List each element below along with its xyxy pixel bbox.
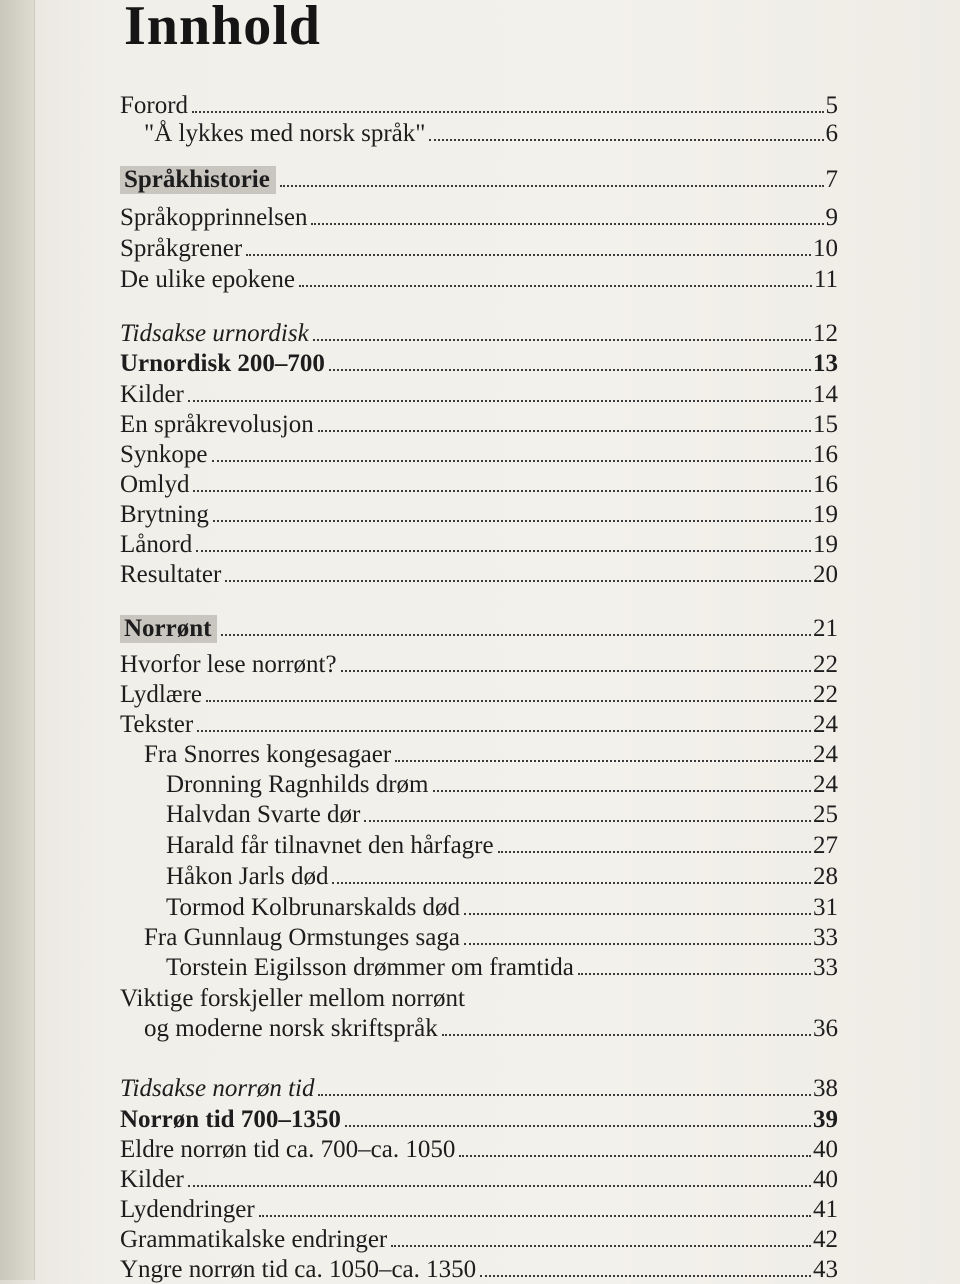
dot-leader	[480, 1275, 811, 1277]
toc-label: Viktige forskjeller mellom norrønt	[120, 985, 465, 1012]
dot-leader	[212, 460, 812, 462]
dot-leader	[196, 550, 811, 552]
dot-leader	[364, 820, 811, 822]
toc-entry-synkope[interactable]	[120, 439, 838, 469]
dot-leader	[578, 973, 811, 975]
dot-leader	[192, 111, 823, 113]
toc-entry-halvdan-svarte-dor[interactable]	[166, 799, 838, 829]
toc-label: Tidsakse urnordisk	[120, 320, 309, 347]
dot-leader	[280, 185, 824, 187]
toc-label: Dronning Ragnhilds drøm	[166, 771, 429, 798]
toc-entry-eldre-norron-tid[interactable]	[120, 1134, 838, 1164]
dot-leader	[391, 1245, 811, 1247]
toc-label: Halvdan Svarte dør	[166, 801, 361, 828]
dot-leader	[213, 520, 811, 522]
toc-entry-tidsakse-norron-tid[interactable]	[120, 1073, 838, 1103]
dot-leader	[313, 339, 811, 341]
dot-leader	[188, 400, 811, 402]
dot-leader	[221, 634, 811, 636]
toc-entry-tekster[interactable]	[120, 709, 838, 739]
toc-label: Urnordisk 200–700	[120, 350, 325, 377]
toc-label: Språkhistorie	[120, 166, 276, 194]
dot-leader	[442, 1034, 811, 1036]
toc-page: 24	[813, 711, 838, 738]
toc-entry-grammatikalske-endringer[interactable]	[120, 1224, 838, 1254]
toc-entry-tidsakse-urnordisk[interactable]	[120, 318, 838, 348]
toc-entry-sprakgrener[interactable]	[120, 233, 838, 263]
dot-leader	[225, 580, 811, 582]
dot-leader	[459, 1155, 811, 1157]
dot-leader	[395, 760, 811, 762]
toc-entry-lydendringer[interactable]	[120, 1194, 838, 1224]
toc-label: Fra Gunnlaug Ormstunges saga	[144, 924, 460, 951]
toc-label: De ulike epokene	[120, 266, 295, 293]
dot-leader	[311, 223, 823, 225]
toc-label: Torstein Eigilsson drømmer om framtida	[166, 954, 574, 981]
toc-page: 19	[813, 531, 838, 558]
toc-page: 33	[813, 924, 838, 951]
toc-page: 13	[813, 350, 838, 377]
toc-entry-norron-tid[interactable]	[120, 1104, 838, 1134]
toc-page: 10	[813, 235, 838, 262]
toc-label: og moderne norsk skriftspråk	[144, 1015, 438, 1042]
dot-leader	[464, 943, 811, 945]
toc-label: Kilder	[120, 381, 184, 408]
toc-page: 22	[813, 681, 838, 708]
dot-leader	[299, 285, 812, 287]
toc-label: Fra Snorres kongesagaer	[144, 741, 392, 768]
toc-label: Tekster	[120, 711, 194, 738]
toc-label: Lydlære	[120, 681, 202, 708]
toc-entry-viktige-forskjeller[interactable]	[120, 983, 838, 1013]
dot-leader	[464, 913, 811, 915]
toc-page: 7	[825, 166, 838, 193]
toc-entry-viktige-forskjeller-cont[interactable]	[144, 1013, 838, 1043]
toc-page: 5	[825, 92, 838, 119]
toc-entry-a-lykkes[interactable]	[144, 118, 838, 148]
toc-entry-fra-gunnlaug-ormstunges-saga[interactable]	[144, 922, 838, 952]
toc-entry-hvorfor-lese-norront[interactable]	[120, 649, 838, 679]
toc-page: 12	[813, 320, 838, 347]
toc-entry-urnordisk[interactable]	[120, 348, 838, 378]
toc-page: 16	[813, 441, 838, 468]
dot-leader	[193, 490, 811, 492]
toc-entry-torstein-eigilsson[interactable]	[166, 952, 838, 982]
dot-leader	[318, 1094, 811, 1096]
toc-label: Håkon Jarls død	[166, 863, 329, 890]
toc-entry-kilder[interactable]	[120, 379, 838, 409]
toc-label: Lånord	[120, 531, 193, 558]
dot-leader	[433, 790, 812, 792]
toc-label: Yngre norrøn tid ca. 1050–ca. 1350	[120, 1256, 477, 1283]
toc-page: 24	[813, 741, 838, 768]
toc-section-norront[interactable]	[120, 613, 838, 643]
toc-label: Kilder	[120, 1166, 184, 1193]
dot-leader	[329, 369, 811, 371]
toc-entry-lanord[interactable]	[120, 529, 838, 559]
toc-label: Resultater	[120, 561, 222, 588]
toc-label: Eldre norrøn tid ca. 700–ca. 1050	[120, 1136, 456, 1163]
toc-label: Brytning	[120, 501, 209, 528]
dot-leader	[345, 1125, 811, 1127]
toc-page: 33	[813, 954, 838, 981]
dot-leader	[318, 430, 811, 432]
dot-leader	[341, 670, 811, 672]
toc-label: Grammatikalske endringer	[120, 1226, 388, 1253]
toc-page: 16	[813, 471, 838, 498]
toc-entry-omlyd[interactable]	[120, 469, 838, 499]
toc-page: 9	[825, 204, 838, 231]
toc-section-sprakhistorie[interactable]	[120, 164, 838, 194]
dot-leader	[429, 139, 823, 141]
toc-entry-dronning-ragnhilds-drom[interactable]	[166, 769, 838, 799]
dot-leader	[197, 730, 811, 732]
toc-label: Lydendringer	[120, 1196, 255, 1223]
toc-entry-tormod-kolbrunarskalds-dod[interactable]	[166, 892, 838, 922]
toc-page: 28	[813, 863, 838, 890]
toc-page: 21	[813, 615, 838, 642]
dot-leader	[259, 1215, 811, 1217]
toc-page: 24	[813, 771, 838, 798]
dot-leader	[188, 1185, 811, 1187]
toc-entry-de-ulike-epokene[interactable]	[120, 264, 838, 294]
toc-page: 31	[813, 894, 838, 921]
toc-label: En språkrevolusjon	[120, 411, 314, 438]
toc-label: Omlyd	[120, 471, 190, 498]
dot-leader	[246, 254, 811, 256]
toc-page: 27	[813, 832, 838, 859]
page-title: Innhold	[124, 0, 321, 57]
dot-leader	[332, 882, 811, 884]
toc-page: 6	[825, 120, 838, 147]
toc-page: 42	[813, 1226, 838, 1253]
toc-page: 43	[813, 1256, 838, 1283]
toc-label: Norrønt	[120, 615, 217, 643]
toc-page: 19	[813, 501, 838, 528]
toc-label: Forord	[120, 92, 189, 119]
toc-page: 22	[813, 651, 838, 678]
toc-entry-harald-far-tilnavnet[interactable]	[166, 830, 838, 860]
toc-page: 39	[813, 1106, 838, 1133]
toc-entry-sprakopprinnelsen[interactable]	[120, 202, 838, 232]
toc-entry-forord[interactable]	[120, 90, 838, 120]
toc-label: Norrøn tid 700–1350	[120, 1106, 341, 1133]
toc-label: "Å lykkes med norsk språk"	[144, 120, 426, 147]
toc-entry-lydlaere[interactable]	[120, 679, 838, 709]
toc-page: 20	[813, 561, 838, 588]
dot-leader	[206, 700, 811, 702]
toc-page: 15	[813, 411, 838, 438]
toc-page: 25	[813, 801, 838, 828]
toc-page: 40	[813, 1166, 838, 1193]
toc-label: Synkope	[120, 441, 208, 468]
toc-label: Tidsakse norrøn tid	[120, 1075, 315, 1102]
toc-entry-fra-snorres-kongesagaer[interactable]	[144, 739, 838, 769]
toc-label: Tormod Kolbrunarskalds død	[166, 894, 461, 921]
toc-page: 40	[813, 1136, 838, 1163]
toc-page: 11	[813, 266, 838, 293]
toc-page: 38	[813, 1075, 838, 1102]
toc-entry-resultater[interactable]	[120, 559, 838, 589]
toc-page: 14	[813, 381, 838, 408]
toc-label: Språkopprinnelsen	[120, 204, 308, 231]
toc-label: Harald får tilnavnet den hårfagre	[166, 832, 494, 859]
toc-label: Språkgrener	[120, 235, 243, 262]
toc-page: 41	[813, 1196, 838, 1223]
toc-page: 36	[813, 1015, 838, 1042]
toc-entry-hakon-jarls-dod[interactable]	[166, 861, 838, 891]
toc-entry-brytning[interactable]	[120, 499, 838, 529]
toc-label: Hvorfor lese norrønt?	[120, 651, 337, 678]
dot-leader	[498, 851, 811, 853]
toc-entry-en-sprakrevolusjon[interactable]	[120, 409, 838, 439]
toc-entry-kilder-2[interactable]	[120, 1164, 838, 1194]
